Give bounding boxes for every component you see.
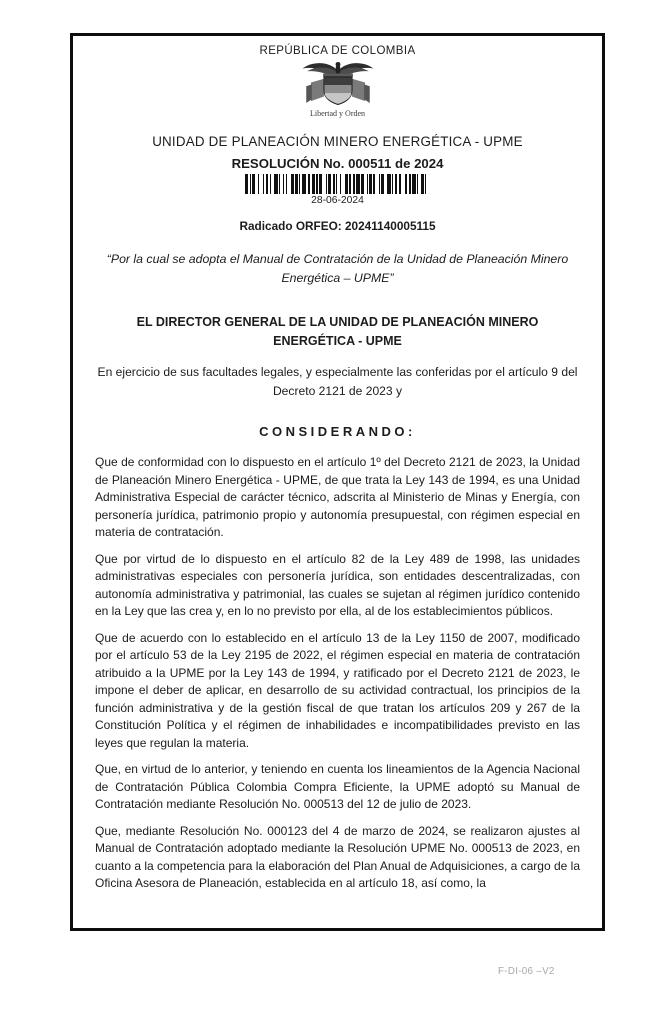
- resolution-subject-line: Energética – UPME”: [281, 271, 394, 285]
- paragraph-5: Que, mediante Resolución No. 000123 del 4 de marzo de 2024, se realizaron ajustes al Manual de Contratación adoptado mediante la Resolución UPME No. 000513 de 2023, en cuanto a la competencia para la elaboración del Plan Anual de Adquisiciones, a cargo de la Oficina Asesora de Planeación, establecida en al artículo 18, así como, la: [95, 823, 580, 890]
- paragraph-2: Que por virtud de lo dispuesto en el artículo 82 de la Ley 489 de 1998, las unidades administrativas especiales con personería jurídica, son entidades descentralizadas, con autonomía administrativa y patrimonial, las cuales se sujetan al régimen jurídico contenido en la Ley que las crea y, en lo no previsto por ella, al de los establecimientos públicos.: [95, 551, 580, 618]
- considering-heading: CONSIDERANDO:: [259, 424, 416, 439]
- issuing-authority-line: EL DIRECTOR GENERAL DE LA UNIDAD DE PLANEACIÓN MINERO: [136, 315, 539, 329]
- issuing-authority: [95, 313, 580, 351]
- coat-of-arms-motto: Libertad y Orden: [309, 109, 366, 118]
- paragraph-3: Que de acuerdo con lo establecido en el artículo 13 de la Ley 1150 de 2007, modificado por el artículo 53 de la Ley 2195 de 2022, el régimen especial en materia de contratación atribuido a la UPME por la Ley 143 de 1994, y ratificado por el Decreto 2121 de 2023, le impone el deber de aplicar, en desarrollo de su actividad contractual, los principios de la función administrativa y de la gestión fiscal de que tratan los artículos 209 y 267 de la Constitución Política y el régimen de inhabilidades e incompatibilidades previsto en las leyes que regulan la materia.: [95, 630, 580, 750]
- entity-name: UNIDAD DE PLANEACIÓN MINERO ENERGÉTICA - UPME: [152, 134, 523, 149]
- coat-of-arms: [95, 59, 580, 118]
- resolution-subject-line: “Por la cual se adopta el Manual de Contratación de la Unidad de Planeación Minero: [106, 252, 569, 266]
- colombia-coat-of-arms-icon: [296, 59, 380, 106]
- republic-title: REPÚBLICA DE COLOMBIA: [259, 45, 416, 57]
- radicado-number: Radicado ORFEO: 20241140005115: [239, 219, 436, 233]
- paragraph-1: Que de conformidad con lo dispuesto en el artículo 1º del Decreto 2121 de 2023, la Unidad de Planeación Minero Energética - UPME, de que trata la Ley 143 de 1994, es una Unidad Administrativa Especial de carácter técnico, adscrita al Ministerio de Minas y Energía, con personería jurídica, patrimonio propio y autonomía presupuestal, con régimen especial en materia de contratación.: [95, 455, 580, 539]
- resolution-subject: [95, 250, 580, 288]
- preamble-line: En ejercicio de sus facultades legales, y especialmente las conferidas por el artículo 9 del: [97, 365, 578, 379]
- preamble-line: Decreto 2121 de 2023 y: [272, 384, 403, 398]
- issuing-authority-line: ENERGÉTICA - UPME: [273, 334, 402, 348]
- paragraph-4: Que, en virtud de lo anterior, y teniendo en cuenta los lineamientos de la Agencia Nacional de Contratación Pública Colombia Compra Eficiente, la UPME adoptó su Manual de Contratación mediante Resolución No. 000513 del 12 de julio de 2023.: [95, 762, 580, 811]
- barcode: [245, 174, 431, 194]
- barcode-date: 28-06-2024: [311, 195, 364, 206]
- preamble: [95, 363, 580, 401]
- page-border-frame: [70, 33, 605, 931]
- form-code: F-DI-06 –V2: [498, 966, 555, 977]
- resolution-title: RESOLUCIÓN No. 000511 de 2024: [231, 156, 444, 171]
- considering-paragraphs: [95, 454, 580, 893]
